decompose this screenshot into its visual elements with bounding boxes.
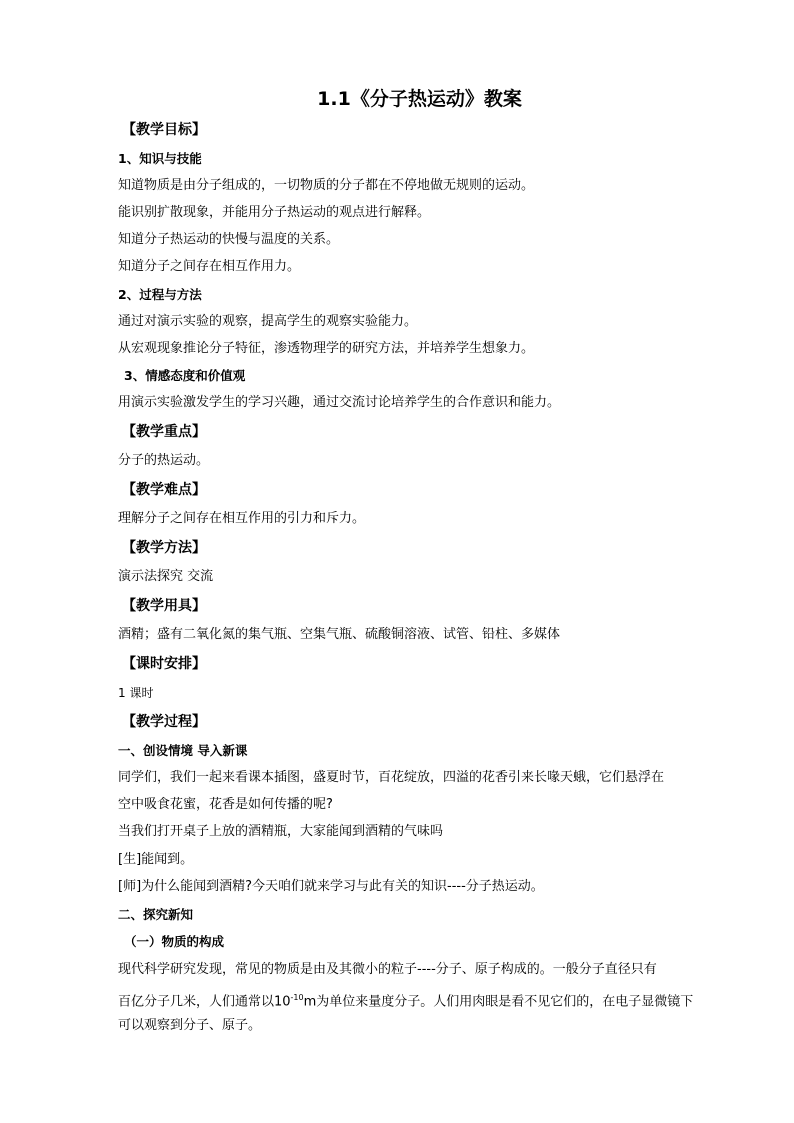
paragraph-line: 1 课时 [118, 686, 154, 700]
paragraph-line: 知道分子之间存在相互作用力。 [118, 259, 301, 274]
section-heading-process: 【教学过程】 [122, 714, 206, 730]
paragraph-line: [生]能闻到。 [118, 852, 194, 867]
paragraph-line: 知道物质是由分子组成的，一切物质的分子都在不停地做无规则的运动。 [118, 178, 535, 193]
paragraph-line: 可以观察到分子、原子。 [118, 1018, 262, 1033]
subheading-attitude: 3、情感态度和价值观 [124, 368, 246, 383]
paragraph-line: 理解分子之间存在相互作用的引力和斥力。 [118, 511, 366, 526]
paragraph-line: 从宏观现象推论分子特征，渗透物理学的研究方法，并培养学生想象力。 [118, 341, 535, 356]
text-run: 百亿分子几米，人们通常以10 [118, 994, 291, 1010]
subheading-explore: 二、探究新知 [118, 907, 194, 922]
paragraph-line: 同学们，我们一起来看课本插图，盛夏时节，百花绽放，四溢的花香引来长喙天蛾，它们悬浮在 [118, 770, 665, 785]
subheading-intro: 一、创设情境 导入新课 [118, 743, 248, 758]
paragraph-line: 当我们打开桌子上放的酒精瓶，大家能闻到酒精的气味吗 [118, 824, 444, 839]
paragraph-line [118, 988, 718, 1012]
paragraph-line: 现代科学研究发现，常见的物质是由及其微小的粒子----分子、原子构成的。一般分子直径只有 [118, 962, 657, 977]
paragraph-line: 演示法探究 交流 [118, 569, 214, 584]
subheading-matter: （一）物质的构成 [124, 934, 225, 949]
section-heading-time: 【课时安排】 [122, 656, 206, 672]
subheading-process: 2、过程与方法 [118, 287, 202, 302]
section-heading-goals: 【教学目标】 [122, 122, 206, 138]
subheading-knowledge: 1、知识与技能 [118, 151, 202, 166]
paragraph-line: 能识别扩散现象，并能用分子热运动的观点进行解释。 [118, 205, 431, 220]
section-heading-method: 【教学方法】 [122, 540, 206, 556]
paragraph-line: 用演示实验激发学生的学习兴趣，通过交流讨论培养学生的合作意识和能力。 [118, 395, 561, 410]
paragraph-line: 分子的热运动。 [118, 453, 210, 468]
section-heading-key: 【教学重点】 [122, 424, 206, 440]
text-run: m为单位来量度分子。人们用肉眼是看不见它们的，在电子显微镜下 [303, 994, 694, 1010]
document-title: 1.1《分子热运动》教案 [317, 88, 522, 110]
paragraph-line: 酒精；盛有二氧化氮的集气瓶、空集气瓶、硫酸铜溶液、试管、铅柱、多媒体 [118, 627, 561, 642]
section-heading-tools: 【教学用具】 [122, 598, 206, 614]
superscript: -10 [290, 993, 304, 1002]
paragraph-line: [师]为什么能闻到酒精?今天咱们就来学习与此有关的知识----分子热运动。 [118, 879, 544, 894]
paragraph-line: 知道分子热运动的快慢与温度的关系。 [118, 232, 340, 247]
paragraph-line: 通过对演示实验的观察，提高学生的观察实验能力。 [118, 314, 418, 329]
section-heading-difficulty: 【教学难点】 [122, 482, 206, 498]
paragraph-line: 空中吸食花蜜，花香是如何传播的呢? [118, 797, 333, 812]
